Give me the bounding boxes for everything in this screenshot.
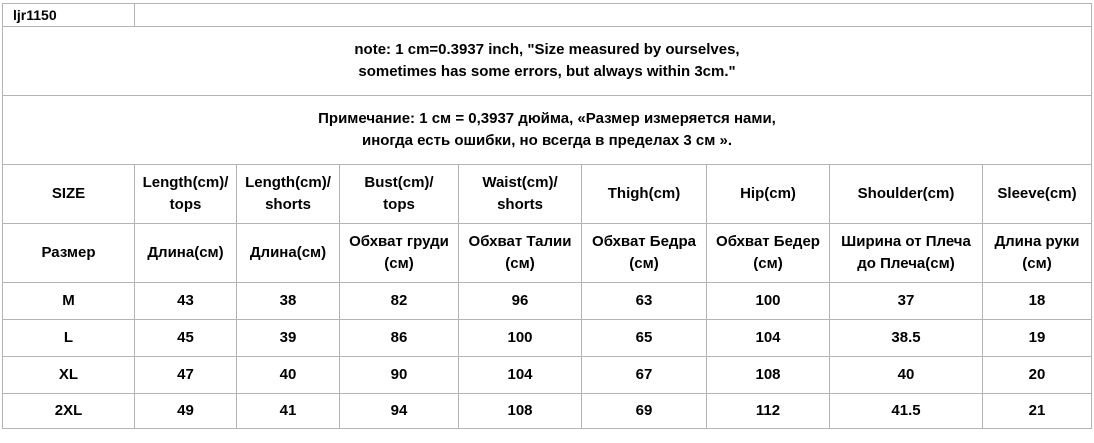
english-header-label: Hip(cm)	[740, 185, 796, 202]
note-russian-row	[3, 96, 1092, 165]
english-header-label-line-2: tops	[169, 196, 202, 213]
russian-header-label: Обхват Талии	[468, 233, 572, 250]
note-russian-line-2: иногда есть ошибки, но всегда в пределах 3 см ».	[361, 132, 733, 149]
measurement-cell: 67	[582, 357, 707, 394]
table-row-size-xl	[3, 357, 1092, 394]
size-label-cell: M	[3, 283, 135, 320]
english-header-label-line-2: shorts	[265, 196, 311, 213]
measurement-cell: 82	[340, 283, 459, 320]
english-header-label-line-2: tops	[383, 196, 415, 213]
russian-header-label-line-2: (см)	[505, 255, 535, 272]
english-header-cell	[340, 165, 459, 224]
russian-header-label: Обхват Бедра	[592, 233, 696, 250]
measurement-cell: 37	[830, 283, 983, 320]
measurement-cell: 94	[340, 394, 459, 429]
measurement-cell: 108	[459, 394, 582, 429]
note-russian-line-1: Примечание: 1 см = 0,3937 дюйма, «Размер измеряется нами,	[318, 110, 776, 127]
size-label-cell: L	[3, 320, 135, 357]
header-russian-row	[3, 224, 1092, 283]
english-header-cell	[830, 165, 983, 224]
note-english-line-2: sometimes has some errors, but always within 3cm."	[358, 63, 736, 80]
russian-header-label: Ширина от Плеча	[841, 233, 971, 250]
size-label-cell: XL	[3, 357, 135, 394]
size-label-cell: 2XL	[3, 394, 135, 429]
measurement-cell: 21	[983, 394, 1092, 429]
table-row-size-2xl	[3, 394, 1092, 429]
russian-header-cell	[135, 224, 237, 283]
english-header-cell	[983, 165, 1092, 224]
russian-header-cell	[707, 224, 830, 283]
size-chart	[2, 3, 1091, 429]
english-header-label: Sleeve(cm)	[997, 185, 1077, 202]
measurement-cell: 90	[340, 357, 459, 394]
english-header-label: Length(cm)/	[245, 174, 331, 191]
russian-header-label-line-2: (см)	[629, 255, 659, 272]
note-english-line-1: note: 1 cm=0.3937 inch, "Size measured by ourselves,	[354, 41, 740, 58]
measurement-cell: 47	[135, 357, 237, 394]
product-code-row	[3, 4, 1092, 27]
english-header-label: Shoulder(cm)	[857, 185, 955, 202]
english-header-cell	[135, 165, 237, 224]
english-header-label: Length(cm)/	[142, 174, 229, 191]
english-header-cell	[237, 165, 340, 224]
measurement-cell: 40	[237, 357, 340, 394]
russian-header-label: Длина(см)	[249, 244, 327, 261]
russian-header-cell	[3, 224, 135, 283]
english-header-label: Bust(cm)/	[364, 174, 434, 191]
russian-header-cell	[340, 224, 459, 283]
measurement-cell: 96	[459, 283, 582, 320]
russian-header-label-line-2: (см)	[753, 255, 783, 272]
measurement-cell: 104	[707, 320, 830, 357]
measurement-cell: 65	[582, 320, 707, 357]
header-english-row	[3, 165, 1092, 224]
product-code-empty-cell	[135, 4, 1092, 27]
measurement-cell: 108	[707, 357, 830, 394]
measurement-cell: 63	[582, 283, 707, 320]
russian-header-label-line-2: (см)	[1022, 255, 1052, 272]
note-english	[3, 27, 1092, 96]
measurement-cell: 100	[459, 320, 582, 357]
measurement-cell: 45	[135, 320, 237, 357]
english-header-label: SIZE	[51, 185, 86, 202]
russian-header-cell	[582, 224, 707, 283]
russian-header-cell	[830, 224, 983, 283]
english-header-label: Thigh(cm)	[607, 185, 681, 202]
table-row-size-m	[3, 283, 1092, 320]
russian-header-cell	[459, 224, 582, 283]
measurement-cell: 112	[707, 394, 830, 429]
measurement-cell: 49	[135, 394, 237, 429]
measurement-cell: 41.5	[830, 394, 983, 429]
measurement-cell: 38.5	[830, 320, 983, 357]
russian-header-label: Размер	[41, 244, 96, 261]
english-header-cell	[582, 165, 707, 224]
russian-header-cell	[237, 224, 340, 283]
measurement-cell: 43	[135, 283, 237, 320]
measurement-cell: 38	[237, 283, 340, 320]
russian-header-cell	[983, 224, 1092, 283]
size-table	[2, 3, 1092, 429]
measurement-cell: 104	[459, 357, 582, 394]
english-header-label-line-2: shorts	[497, 196, 543, 213]
russian-header-label: Длина(см)	[147, 244, 224, 261]
table-row-size-l	[3, 320, 1092, 357]
measurement-cell: 20	[983, 357, 1092, 394]
english-header-cell	[707, 165, 830, 224]
measurement-cell: 39	[237, 320, 340, 357]
measurement-cell: 86	[340, 320, 459, 357]
english-header-label: Waist(cm)/	[482, 174, 558, 191]
measurement-cell: 100	[707, 283, 830, 320]
english-header-cell	[459, 165, 582, 224]
russian-header-label: Длина руки	[994, 233, 1080, 250]
measurement-cell: 69	[582, 394, 707, 429]
note-russian	[3, 96, 1092, 165]
russian-header-label: Обхват груди	[349, 233, 449, 250]
measurement-cell: 18	[983, 283, 1092, 320]
measurement-cell: 40	[830, 357, 983, 394]
product-code: ljr1150	[3, 4, 135, 27]
note-english-row	[3, 27, 1092, 96]
russian-header-label-line-2: (см)	[384, 255, 414, 272]
english-header-cell	[3, 165, 135, 224]
russian-header-label: Обхват Бедер	[716, 233, 820, 250]
measurement-cell: 41	[237, 394, 340, 429]
measurement-cell: 19	[983, 320, 1092, 357]
russian-header-label-line-2: до Плеча(см)	[857, 255, 955, 272]
